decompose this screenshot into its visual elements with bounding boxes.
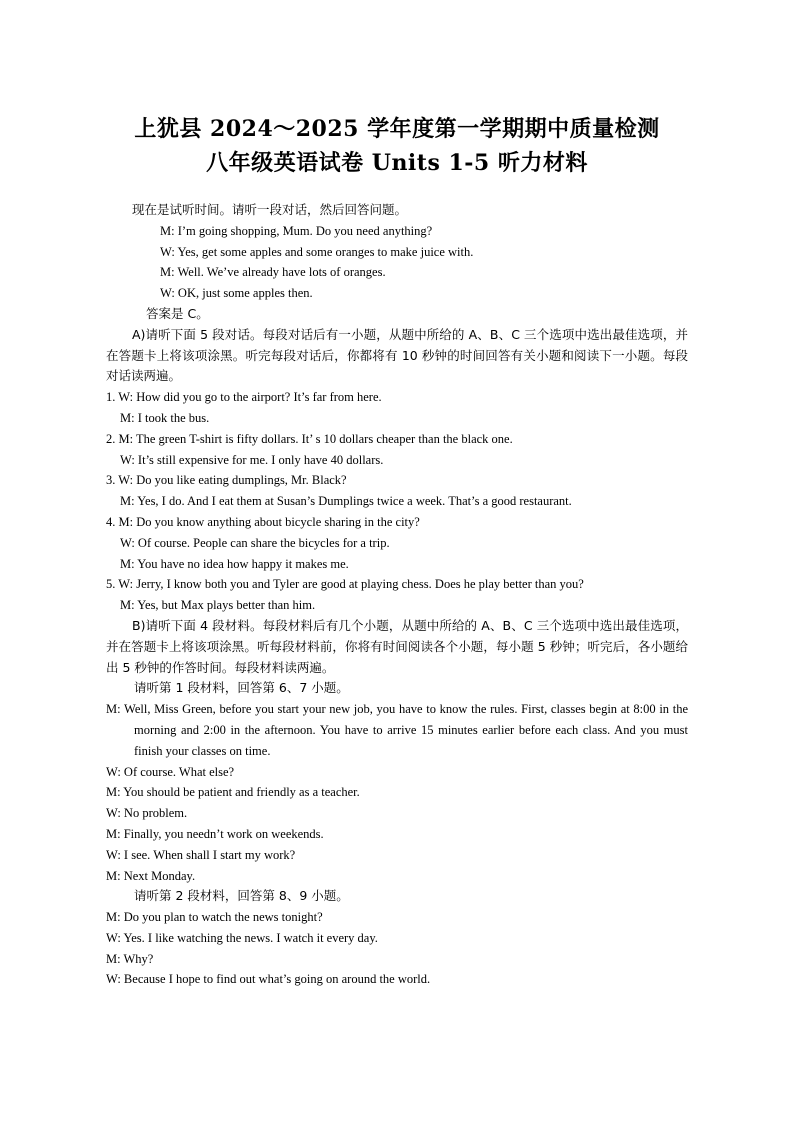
material-2-intro: 请听第 2 段材料，回答第 8、9 小题。 [134, 888, 349, 904]
exam-title: 上犹县 2024～2025 学年度第一学期期中质量检测 [134, 116, 660, 142]
section-b-instruction: B)请听下面 4 段材料。每段材料后有几个小题，从题中所给的 A、B、C 三个选项中选出最佳选项，并在答题卡上将该项涂黑。听每段材料前，你将有时间阅读各个小题，每小题 5 秒钟；听完后，各小题给出 5 秒钟的作答时间。每段材料读两遍。 [106, 617, 688, 675]
material-line: M: Why? [106, 951, 154, 966]
material-line: M: You should be patient and friendly as a teacher. [106, 785, 360, 800]
dialogue-line: M: Yes, but Max plays better than him. [120, 598, 316, 613]
script-body [106, 200, 688, 990]
dialogue-line: W: It’s still expensive for me. I only have 40 dollars. [120, 452, 384, 467]
trial-line: M: I’m going shopping, Mum. Do you need anything? [160, 223, 433, 238]
material-line: M: Do you plan to watch the news tonight? [106, 910, 323, 925]
material-line: W: No problem. [106, 806, 188, 821]
material-line: W: Yes. I like watching the news. I watch it every day. [106, 930, 378, 945]
dialogue-question: 3. W: Do you like eating dumplings, Mr. Black? [106, 473, 347, 488]
dialogue-question: 1. W: How did you go to the airport? It’s far from here. [106, 390, 382, 405]
material-line: M: Finally, you needn’t work on weekends. [106, 826, 324, 841]
material-line: W: Because I hope to find out what’s going on around the world. [106, 972, 431, 987]
trial-line: W: Yes, get some apples and some oranges to make juice with. [160, 244, 474, 259]
trial-line: M: Well. We’ve already have lots of oranges. [160, 265, 386, 280]
trial-line: W: OK, just some apples then. [160, 286, 313, 301]
material-line: W: Of course. What else? [106, 764, 235, 779]
dialogue-line: M: You have no idea how happy it makes me. [120, 556, 349, 571]
dialogue-question: 2. M: The green T-shirt is fifty dollars. It’ s 10 dollars cheaper than the black one. [106, 431, 513, 446]
dialogue-line: W: Of course. People can share the bicycles for a trip. [120, 535, 390, 550]
material-line: M: Next Monday. [106, 868, 196, 883]
material-line: W: I see. When shall I start my work? [106, 847, 296, 862]
material-1-intro: 请听第 1 段材料，回答第 6、7 小题。 [134, 680, 349, 696]
trial-answer: 答案是 C。 [146, 305, 209, 321]
dialogue-question: 5. W: Jerry, I know both you and Tyler are good at playing chess. Does he play better than you? [106, 577, 584, 592]
exam-subtitle: 八年级英语试卷 Units 1-5 听力材料 [206, 150, 588, 176]
dialogue-line: M: Yes, I do. And I eat them at Susan’s Dumplings twice a week. That’s a good restaurant. [120, 494, 572, 509]
trial-intro: 现在是试听时间。请听一段对话，然后回答问题。 [132, 202, 408, 217]
dialogue-line: M: I took the bus. [120, 410, 210, 425]
section-a-instruction: A)请听下面 5 段对话。每段对话后有一小题，从题中所给的 A、B、C 三个选项中选出最佳选项，并在答题卡上将该项涂黑。听完每段对话后，你都将有 10 秒钟的时间回答有关小题和阅读下一小题。每段对话读两遍。 [106, 326, 688, 384]
material-line: M: Well, Miss Green, before you start your new job, you have to know the rules. First, classes begin at 8:00 in the morning and 2:00 in the afternoon. You have to arrive 15 minutes earlier before each class. And you must finish your classes on time. [106, 702, 688, 758]
dialogue-question: 4. M: Do you know anything about bicycle sharing in the city? [106, 514, 420, 529]
